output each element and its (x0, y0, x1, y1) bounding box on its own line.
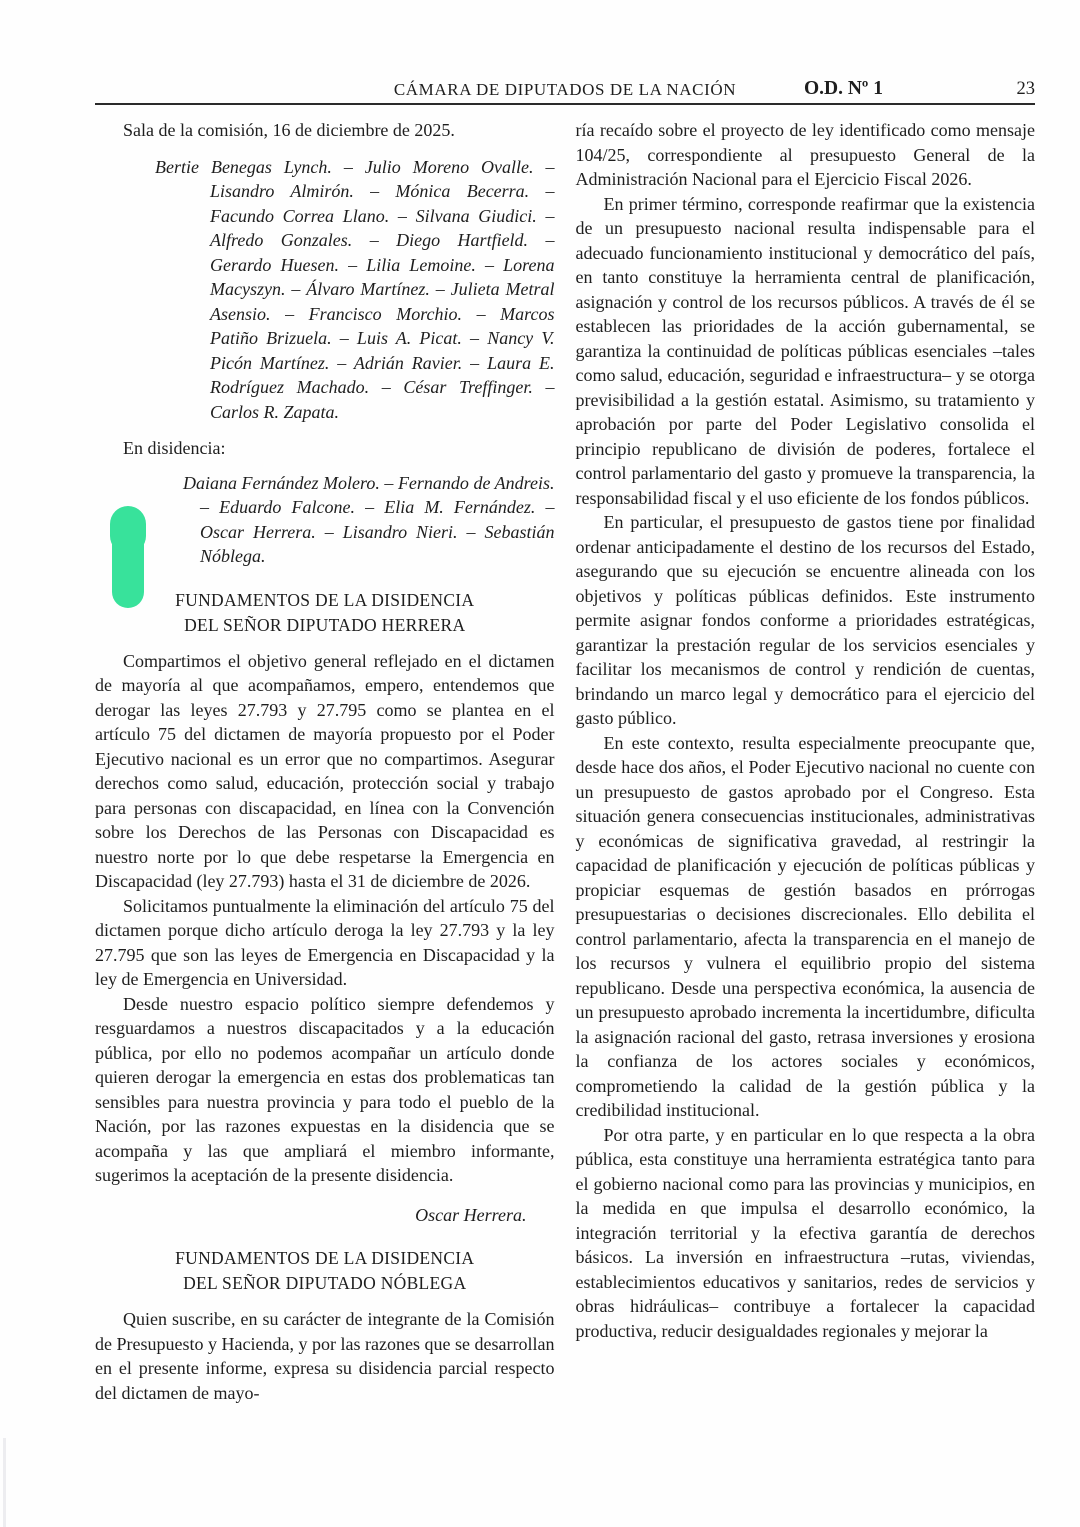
heading-line-1: FUNDAMENTOS DE LA DISIDENCIA (175, 589, 475, 610)
page-header (95, 80, 1035, 102)
heading-line-1: FUNDAMENTOS DE LA DISIDENCIA (175, 1248, 475, 1268)
dissent-label: En disidencia: (123, 438, 226, 458)
paragraph: En primer término, corresponde reafirmar que la existencia de un presupuesto nacional resulta indispensable para el adecuado funcionamiento institucional y democrático del país, en tanto constituye la herramienta central de planificación, asignación y control de los recursos públicos. A través de él se establecen las prioridades de la acción gubernamental, se garantiza la continuidad de políticas públicas esenciales –tales como salud, educación, seguridad e infraestructura– y se otorga previsibilidad a la gestión estatal. Asimismo, su tratamiento y aprobación por parte del Poder Legislativo consolida el principio republicano de división de poderes, fortalece el control parlamentario del gasto y promueve la transparencia, la responsabilidad fiscal y el uso eficiente de los fondos públicos. (575, 193, 1035, 508)
paragraph: Quien suscribe, en su carácter de integrante de la Comisión de Presupuesto y Hacienda, y por las razones que se desarrollan en el presente informe, expresa su disidencia parcial respecto del dictamen de mayo- (95, 1309, 555, 1403)
dissent-signatories: Daiana Fernández Molero. – Fernando de Andreis. – Eduardo Falcone. – Elia M. Fernández. – Oscar Herrera. – Lisandro Nieri. – Sebastián Nóblega. (183, 472, 555, 566)
issue-number: O.D. Nº 1 (803, 78, 883, 99)
paragraph: Solicitamos puntualmente la eliminación del artículo 75 del dictamen porque dicho artículo deroga la ley 27.793 y la ley 27.795 que son las leyes de Emergencia en Discapacidad y la ley de Emergencia en Universidad. (95, 895, 555, 989)
highlight-marker (112, 509, 144, 608)
header-rule (95, 103, 1035, 105)
paragraph: En particular, el presupuesto de gastos tiene por finalidad ordenar anticipadamente el destino de los recursos del Estado, asegurando que su ejecución se encuentre alineada con los objetivos y políticas públicas definidos. Este instrumento permite asignar fondos conforme a prioridades estratégicas, garantizar la prestación regular de los servicios esenciales y facilitar los mecanismos de control y rendición de cuentas, brindando un marco legal y democrático para el ejercicio del gasto público. (575, 512, 1035, 728)
paragraph: Desde nuestro espacio político siempre defendemos y resguardamos a nuestros discapacitados y a la educación pública, por ello no podemos acompañar un artículo donde quieren derogar la emergencia en estas dos problematicas tan sensibles para nuestra provincia y para todo el pueblo de la Nación, por las razones expuestas en la disidencia que se acompaña y las que ampliará el miembro informante, sugerimos la aceptación de la presente disidencia. (95, 993, 555, 1185)
dissent-heading-herrera (95, 588, 555, 638)
scan-edge-artifact (3, 1438, 6, 1527)
right-column (576, 118, 1036, 1405)
page-number: 23 (1016, 79, 1035, 99)
majority-signatories: Bertie Benegas Lynch. – Julio Moreno Ovalle. – Lisandro Almirón. – Mónica Becerra. – Facundo Correa Llano. – Silvana Giudici. – Alfredo Gonzales. – Diego Hartfield. – Gerardo Huesen. – Lilia Lemoine. – Lorena Macyszyn. – Álvaro Martínez. – Julieta Metral Asensio. – Francisco Morchio. – Marcos Patiño Brizuela. – Luis A. Picat. – Nancy V. Picón Martínez. – Adrián Ravier. – Laura E. Rodríguez Machado. – César Treffinger. – Carlos R. Zapata. (155, 156, 555, 422)
signature-herrera: Oscar Herrera. (415, 1204, 527, 1225)
heading-line-2: DEL SEÑOR DIPUTADO HERRERA (184, 614, 466, 635)
journal-title: CÁMARA DE DIPUTADOS DE LA NACIÓN (393, 80, 737, 99)
dissent-heading-noblega (95, 1246, 555, 1296)
two-column-body (95, 118, 1035, 1405)
paragraph: En este contexto, resulta especialmente preocupante que, desde hace dos años, el Poder Ejecutivo nacional no cuente con un presupuesto de gastos aprobado por el Congreso. Esta situación genera consecuencias institucionales, administrativas y económicas de significativa gravedad, al restringir la capacidad de planificación y ejecución de políticas públicas y propiciar esquemas de gestión basados en prórrogas presupuestarias o decisiones discrecionales. Ello debilita el control parlamentario, afecta la transparencia en el manejo de los recursos y vulnera el equilibrio propio del sistema republicano. Desde una perspectiva económica, la ausencia de un presupuesto aprobado incrementa la incertidumbre, dificulta la asignación racional del gasto, retrasa inversiones y erosiona la confianza de los actores sociales y económicos, comprometiendo la calidad de la gestión pública y la credibilidad institucional. (575, 732, 1035, 1120)
committee-dateline: Sala de la comisión, 16 de diciembre de 2025. (123, 120, 455, 140)
paragraph: Compartimos el objetivo general reflejado en el dictamen de mayoría al que acompañamos, empero, entendemos que derogar las leyes 27.793 y 27.795 como se plantea en el artículo 75 del dictamen de mayoría propuesto por el Poder Ejecutivo nacional es un error que no compartimos. Asegurar derechos como salud, educación, protección social y trabajo para personas con discapacidad, en línea con la Convención sobre los Derechos de las Personas con Discapacidad es nuestro norte por lo que debe respetarse la Emergencia en Discapacidad (ley 27.793) hasta el 31 de diciembre de 2026. (95, 650, 555, 891)
paragraph-continuation: ría recaído sobre el proyecto de ley identificado como mensaje 104/25, correspondiente al presupuesto General de la Administración Nacional para el Ejercicio Fiscal 2026. (575, 120, 1035, 189)
left-column (95, 118, 555, 1405)
heading-line-2: DEL SEÑOR DIPUTADO NÓBLEGA (183, 1273, 467, 1293)
paragraph: Por otra parte, y en particular en lo que respecta a la obra pública, esta constituye una herramienta estratégica tanto para el gobierno nacional como para las provincias y municipios, en la medida en que impulsa el desarrollo económico, la integración territorial y la efectiva garantía de derechos básicos. La inversión en infraestructura –rutas, viviendas, establecimientos educativos y sanitarios, redes de servicios y obras hidráulicas– contribuye a fortalecer la capacidad productiva, reducir desigualdades regionales y mejorar la (575, 1124, 1035, 1341)
